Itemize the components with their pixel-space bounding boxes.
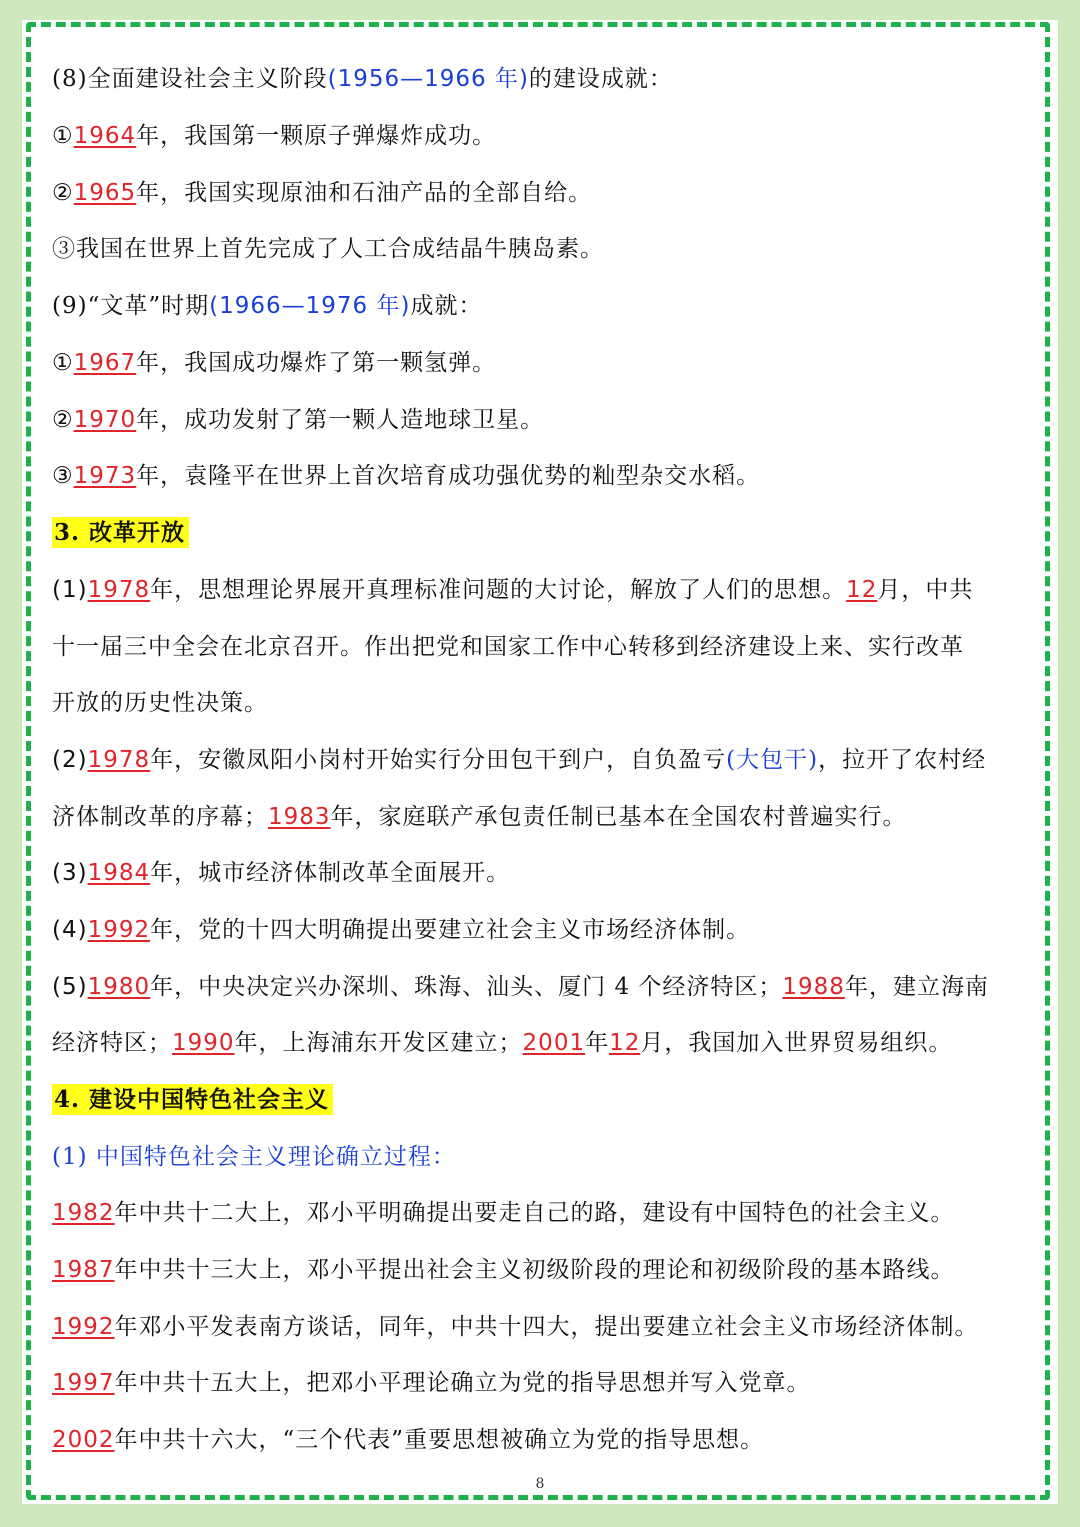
s4-subheading: (1) 中国特色社会主义理论确立过程： <box>52 1144 456 1170</box>
year: 1967 <box>73 350 137 376</box>
s3-p4: (4)1992年，党的十四大明确提出要建立社会主义市场经济体制。 <box>52 917 751 943</box>
s3-p3: (3)1984年，城市经济体制改革全面展开。 <box>52 860 511 886</box>
s3-p1-line3: 开放的历史性决策。 <box>52 690 268 716</box>
year: 1964 <box>73 123 137 149</box>
year: 1973 <box>73 463 137 489</box>
s9-item-1: ①1967年，我国成功爆炸了第一颗氢弹。 <box>52 350 497 376</box>
s4-title: 4. 建设中国特色社会主义 <box>52 1084 1037 1116</box>
s4-row-2: 1987年中共十三大上，邓小平提出社会主义初级阶段的理论和初级阶段的基本路线。 <box>52 1257 955 1283</box>
s8-item-1: ①1964年，我国第一颗原子弹爆炸成功。 <box>52 123 497 149</box>
s4-row-1: 1982年中共十二大上，邓小平明确提出要走自己的路，建设有中国特色的社会主义。 <box>52 1200 955 1226</box>
s9-item-2: ②1970年，成功发射了第一颗人造地球卫星。 <box>52 407 545 433</box>
s4-row-3: 1992年邓小平发表南方谈话，同年，中共十四大，提出要建立社会主义市场经济体制。 <box>52 1314 979 1340</box>
year: 1970 <box>73 407 137 433</box>
s8-heading: (8)全面建设社会主义阶段(1956—1966 年)的建设成就： <box>52 66 673 92</box>
s9-item-3: ③1973年，袁隆平在世界上首次培育成功强优势的籼型杂交水稻。 <box>52 463 761 489</box>
s3-p1-line1: (1)1978年，思想理论界展开真理标准问题的大讨论，解放了人们的思想。12月，中共 <box>52 577 974 603</box>
page-number: 8 <box>535 1476 545 1492</box>
s3-p1-line2: 十一届三中全会在北京召开。作出把党和国家工作中心转移到经济建设上来、实行改革 <box>52 634 964 660</box>
s3-p2-line2: 济体制改革的序幕；1983年，家庭联产承包责任制已基本在全国农村普遍实行。 <box>52 804 907 830</box>
s3-p5-line2: 经济特区；1990年，上海浦东开发区建立；2001年12月，我国加入世界贸易组织。 <box>52 1030 953 1056</box>
s4-row-5: 2002年中共十六大，“三个代表”重要思想被确立为党的指导思想。 <box>52 1427 765 1453</box>
s9-heading: (9)“文革”时期(1966—1976 年)成就： <box>52 293 483 319</box>
s3-title: 3. 改革开放 <box>52 517 1037 549</box>
s8-item-2: ②1965年，我国实现原油和石油产品的全部自给。 <box>52 180 593 206</box>
s8-item-3: ③我国在世界上首先完成了人工合成结晶牛胰岛素。 <box>52 236 604 262</box>
s3-p2-line1: (2)1978年，安徽凤阳小岗村开始实行分田包干到户，自负盈亏(大包干)，拉开了农村经 <box>52 747 987 773</box>
s3-p5-line1: (5)1980年，中央决定兴办深圳、珠海、汕头、厦门 4 个经济特区；1988年，建立海南 <box>52 974 989 1000</box>
s4-row-4: 1997年中共十五大上，把邓小平理论确立为党的指导思想并写入党章。 <box>52 1370 811 1396</box>
year: 1965 <box>73 180 137 206</box>
